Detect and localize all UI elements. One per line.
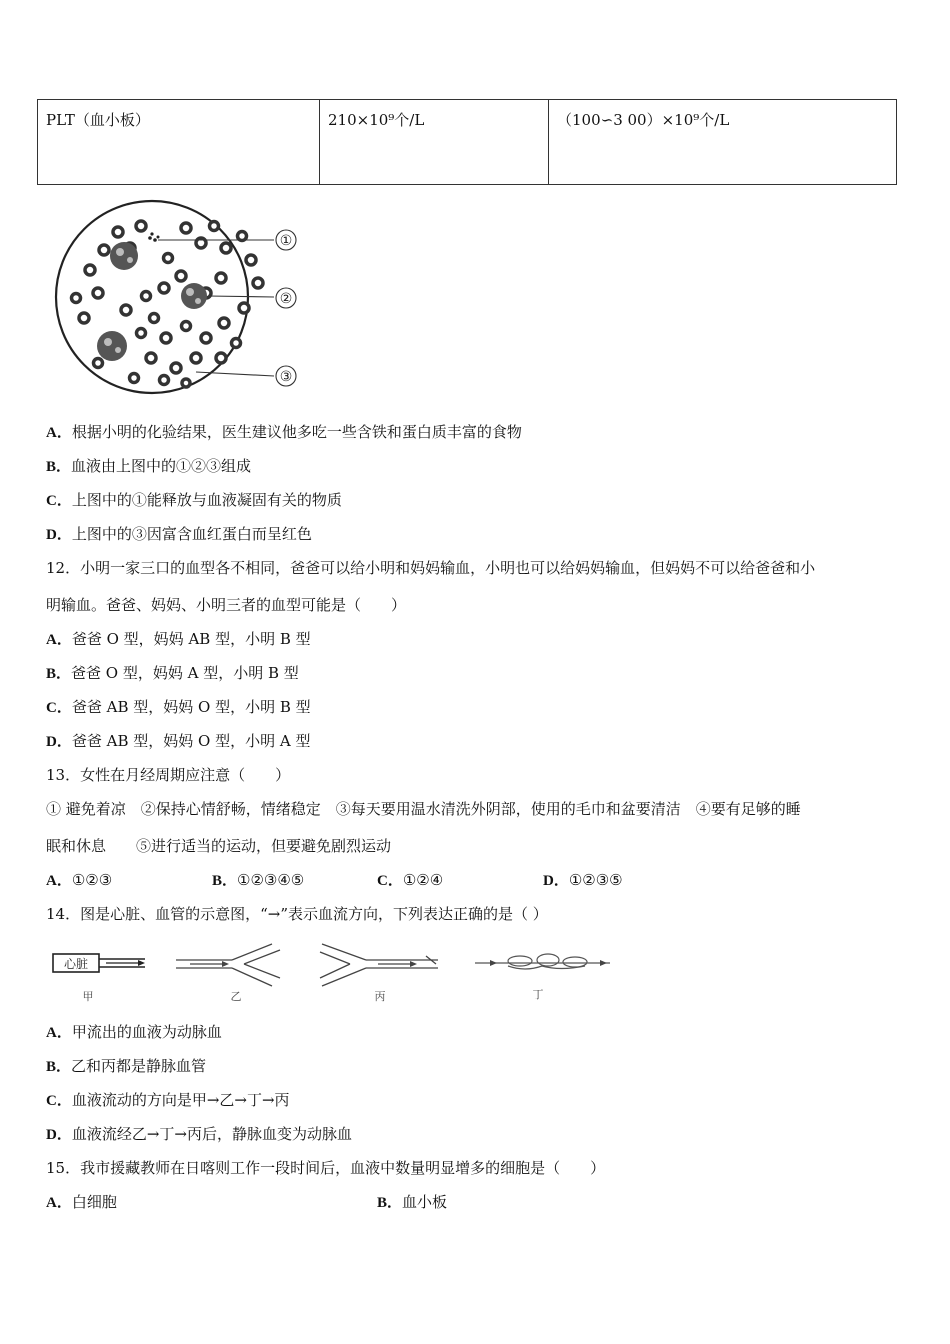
heart-vessel-diagram xyxy=(50,936,620,1008)
q11-option-b: B．血液由上图中的①②③组成 xyxy=(46,457,252,475)
vessel-figure xyxy=(50,936,620,1008)
q15-stem: 15．我市援藏教师在日喀则工作一段时间后，血液中数量明显增多的细胞是（ ） xyxy=(46,1159,606,1177)
q15-option-a: A．白细胞 xyxy=(46,1193,117,1211)
q14-option-b: B．乙和丙都是静脉血管 xyxy=(46,1057,207,1075)
figure-label-3: ③ xyxy=(279,369,293,385)
q11-option-a: A．根据小明的化验结果，医生建议他多吃一些含铁和蛋白质丰富的食物 xyxy=(46,423,522,441)
blood-smear-illustration xyxy=(46,198,316,398)
q12-option-a: A．爸爸 O 型，妈妈 AB 型，小明 B 型 xyxy=(46,630,311,648)
q15-option-b: B．血小板 xyxy=(377,1193,448,1211)
q13-stem: 13．女性在月经周期应注意（ ） xyxy=(46,766,291,784)
q14-option-a: A．甲流出的血液为动脉血 xyxy=(46,1023,222,1041)
q12-stem-line1: 12．小明一家三口的血型各不相同，爸爸可以给小明和妈妈输血，小明也可以给妈妈输血，但妈妈不可以给爸爸和小 xyxy=(46,559,816,577)
q14-option-c: C．血液流动的方向是甲→乙→丁→丙 xyxy=(46,1091,290,1109)
table-cell-item: PLT（血小板） xyxy=(38,100,320,185)
q11-option-c: C．上图中的①能释放与血液凝固有关的物质 xyxy=(46,491,342,509)
q11-option-d: D．上图中的③因富含血红蛋白而呈红色 xyxy=(46,525,312,543)
q14-option-d: D．血液流经乙→丁→丙后，静脉血变为动脉血 xyxy=(46,1125,352,1143)
caption-ding: 丁 xyxy=(532,988,544,1001)
caption-jia: 甲 xyxy=(82,990,94,1003)
q12-stem-line2: 明输血。爸爸、妈妈、小明三者的血型可能是（ ） xyxy=(46,596,407,614)
q13-option-d: D．①②③⑤ xyxy=(543,871,623,889)
table-row xyxy=(38,100,897,185)
q13-option-b: B．①②③④⑤ xyxy=(212,871,305,889)
blood-test-table xyxy=(37,99,897,185)
q14-stem: 14．图是心脏、血管的示意图，“→”表示血流方向，下列表达正确的是（ ） xyxy=(46,905,548,923)
q13-items-line2: 眠和休息 ⑤进行适当的运动，但要避免剧烈运动 xyxy=(46,837,392,855)
q12-option-d: D．爸爸 AB 型，妈妈 O 型，小明 A 型 xyxy=(46,732,311,750)
blood-smear-figure xyxy=(46,198,316,398)
q12-option-c: C．爸爸 AB 型，妈妈 O 型，小明 B 型 xyxy=(46,698,311,716)
q12-option-b: B．爸爸 O 型，妈妈 A 型，小明 B 型 xyxy=(46,664,299,682)
caption-yi: 乙 xyxy=(230,990,242,1003)
caption-bing: 丙 xyxy=(374,990,386,1003)
figure-label-1: ① xyxy=(279,233,293,249)
q13-option-c: C．①②④ xyxy=(377,871,444,889)
q13-option-a: A．①②③ xyxy=(46,871,113,889)
q15-options xyxy=(46,1192,746,1212)
table-cell-range: （100∽3 00）×10⁹个/L xyxy=(549,100,897,185)
q13-items-line1: ① 避免着凉 ②保持心情舒畅，情绪稳定 ③每天要用温水清洗外阴部，使用的毛巾和盆要清洁 ④要有足够的睡 xyxy=(46,800,801,818)
heart-label: 心脏 xyxy=(63,957,89,971)
table-cell-value: 210×10⁹个/L xyxy=(320,100,549,185)
figure-label-2: ② xyxy=(279,291,293,307)
q13-options xyxy=(46,870,746,890)
